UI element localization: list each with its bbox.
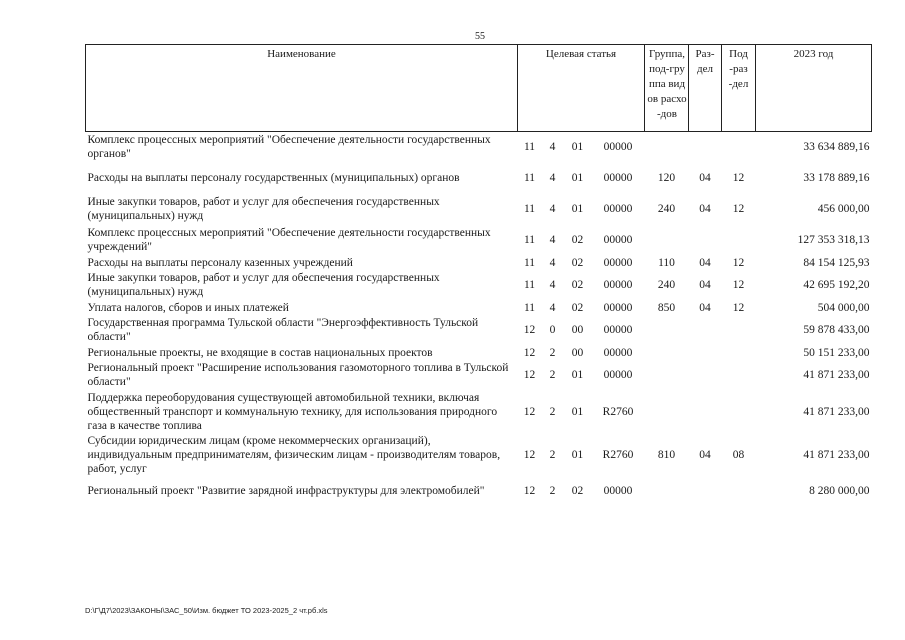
subsection-code	[722, 315, 756, 346]
row-name: Поддержка переоборудования существующей автомобильной техники, включая общественный транспорт и коммунальную технику, для использования природного газа в качестве топлива	[87, 392, 498, 432]
row-name: Государственная программа Тульской области "Энергоэффективность Тульской области"	[87, 317, 479, 343]
target-code-3: 01	[571, 172, 584, 184]
target-code-4: 00000	[603, 324, 633, 336]
target-code-3: 02	[571, 234, 584, 246]
row-name: Расходы на выплаты персоналу государственных (муниципальных) органов	[87, 172, 460, 184]
target-code-4: 00000	[603, 484, 633, 497]
table-row	[86, 256, 872, 270]
section-code	[689, 391, 722, 434]
amount-2023: 41 871 233,00	[803, 406, 870, 418]
section-code	[689, 346, 722, 360]
amount-2023: 59 878 433,00	[803, 324, 870, 336]
target-code-1: 12	[523, 406, 536, 418]
target-code-2: 4	[549, 301, 556, 314]
header-target: Целевая статья	[518, 45, 645, 132]
amount-2023: 504 000,00	[817, 301, 870, 314]
table-header-row	[86, 45, 872, 132]
amount-2023: 127 353 318,13	[797, 234, 870, 246]
table-row	[86, 391, 872, 434]
target-code-4: 00000	[603, 234, 633, 246]
table-row	[86, 477, 872, 505]
target-code-2: 2	[549, 449, 556, 461]
target-code-4: 00000	[603, 256, 633, 269]
section-code: 04	[699, 279, 711, 291]
expense-group	[645, 315, 689, 346]
target-code-4: 00000	[603, 301, 633, 314]
amount-2023: 41 871 233,00	[803, 369, 870, 381]
section-code	[689, 315, 722, 346]
target-code-1: 12	[523, 324, 536, 336]
target-code-1: 12	[523, 346, 536, 359]
expense-group	[645, 132, 689, 163]
target-code-3: 02	[571, 301, 584, 314]
target-code-1: 11	[523, 172, 536, 184]
page-number: 55	[475, 31, 485, 42]
row-name: Региональные проекты, не входящие в состав национальных проектов	[87, 346, 433, 359]
row-name: Иные закупки товаров, работ и услуг для обеспечения государственных (муниципальных) нужд	[87, 196, 440, 222]
footer-file-path: D:\Г\Д7\2023\ЗАКОНЫ\ЗАС_50\Изм. бюджет ТО 2023-2025_2 чт.рб.xls	[85, 606, 328, 615]
row-name: Уплата налогов, сборов и иных платежей	[87, 301, 289, 314]
target-code-3: 01	[571, 203, 584, 215]
target-code-3: 02	[571, 256, 584, 269]
row-name: Региональный проект "Развитие зарядной инфраструктуры для электромобилей"	[87, 484, 485, 497]
subsection-code: 12	[732, 279, 745, 291]
target-code-1: 12	[523, 449, 536, 461]
amount-2023: 42 695 192,20	[803, 279, 870, 291]
section-code	[689, 132, 722, 163]
subsection-code	[722, 132, 756, 163]
expense-group: 240	[657, 203, 676, 215]
subsection-code	[722, 225, 756, 256]
target-code-1: 11	[523, 141, 536, 154]
target-code-2: 4	[549, 203, 556, 215]
target-code-3: 01	[571, 449, 584, 461]
expense-group: 120	[657, 172, 676, 184]
subsection-code: 12	[732, 301, 745, 314]
table-row	[86, 434, 872, 477]
target-code-2: 0	[549, 324, 556, 336]
target-code-1: 12	[523, 484, 536, 497]
row-name: Расходы на выплаты персоналу казенных учреждений	[87, 256, 353, 269]
section-code: 04	[699, 256, 711, 269]
row-name: Комплекс процессных мероприятий "Обеспечение деятельности государственных учреждений"	[87, 227, 491, 253]
subsection-code	[722, 477, 756, 505]
target-code-2: 2	[549, 346, 556, 359]
target-code-3: 00	[571, 346, 584, 359]
target-code-1: 11	[523, 203, 536, 215]
expense-group: 810	[657, 449, 676, 461]
target-code-2: 4	[549, 172, 556, 184]
amount-2023: 33 634 889,16	[803, 141, 870, 154]
amount-2023: 8 280 000,00	[809, 484, 870, 497]
target-code-2: 4	[549, 256, 556, 269]
expense-group	[645, 346, 689, 360]
table-row	[86, 132, 872, 163]
table-row	[86, 270, 872, 301]
target-code-4: R2760	[602, 406, 634, 418]
target-code-4: 00000	[603, 279, 633, 291]
target-code-2: 4	[549, 279, 556, 291]
target-code-4: R2760	[602, 449, 634, 461]
subsection-code: 12	[732, 256, 745, 269]
subsection-code: 08	[732, 449, 745, 461]
target-code-4: 00000	[603, 172, 633, 184]
table-row	[86, 346, 872, 360]
subsection-code: 12	[732, 172, 745, 184]
amount-2023: 456 000,00	[817, 203, 870, 215]
target-code-3: 01	[571, 141, 584, 154]
row-name: Региональный проект "Расширение использования газомоторного топлива в Тульской области"	[87, 362, 509, 388]
table-row	[86, 315, 872, 346]
target-code-2: 2	[549, 406, 556, 418]
amount-2023: 84 154 125,93	[803, 256, 870, 269]
header-group: Группа, под-группа видов расхо-дов	[645, 45, 689, 132]
header-subsection: Под-раз-дел	[722, 45, 756, 132]
subsection-code	[722, 360, 756, 391]
subsection-code	[722, 391, 756, 434]
target-code-4: 00000	[603, 141, 633, 154]
target-code-1: 11	[523, 301, 536, 314]
budget-table	[85, 44, 872, 505]
table-row	[86, 163, 872, 194]
target-code-2: 4	[549, 234, 556, 246]
section-code: 04	[699, 449, 711, 461]
row-name: Иные закупки товаров, работ и услуг для обеспечения государственных (муниципальных) нужд	[87, 272, 440, 298]
target-code-1: 12	[523, 369, 536, 381]
target-code-2: 2	[549, 369, 556, 381]
section-code	[689, 477, 722, 505]
target-code-3: 02	[571, 484, 584, 497]
subsection-code	[722, 346, 756, 360]
expense-group	[645, 360, 689, 391]
target-code-4: 00000	[603, 346, 633, 359]
target-code-4: 00000	[603, 203, 633, 215]
header-section: Раз-дел	[689, 45, 722, 132]
amount-2023: 50 151 233,00	[803, 346, 870, 359]
table-row	[86, 301, 872, 315]
subsection-code: 12	[732, 203, 745, 215]
target-code-3: 00	[571, 324, 584, 336]
target-code-1: 11	[523, 256, 536, 269]
section-code	[689, 360, 722, 391]
target-code-1: 11	[523, 279, 536, 291]
target-code-4: 00000	[603, 369, 633, 381]
section-code: 04	[699, 172, 711, 184]
row-name: Комплекс процессных мероприятий "Обеспечение деятельности государственных органов"	[87, 134, 491, 161]
section-code	[689, 225, 722, 256]
section-code: 04	[699, 203, 711, 215]
table-row	[86, 194, 872, 225]
expense-group	[645, 477, 689, 505]
row-name: Субсидии юридическим лицам (кроме некоммерческих организаций), индивидуальным предпринимателям, физическим лицам - производителям товаров, работ, услуг	[87, 435, 501, 475]
target-code-3: 02	[571, 279, 584, 291]
amount-2023: 41 871 233,00	[803, 449, 870, 461]
target-code-3: 01	[571, 406, 584, 418]
table-row	[86, 225, 872, 256]
expense-group: 240	[657, 279, 676, 291]
expense-group	[645, 391, 689, 434]
target-code-1: 11	[523, 234, 536, 246]
expense-group: 110	[658, 256, 675, 269]
header-year: 2023 год	[756, 45, 872, 132]
expense-group: 850	[657, 301, 676, 314]
header-name: Наименование	[86, 45, 518, 132]
table-row	[86, 360, 872, 391]
section-code: 04	[699, 301, 711, 314]
target-code-2: 4	[549, 141, 556, 154]
amount-2023: 33 178 889,16	[803, 172, 870, 184]
target-code-2: 2	[549, 484, 556, 497]
expense-group	[645, 225, 689, 256]
target-code-3: 01	[571, 369, 584, 381]
